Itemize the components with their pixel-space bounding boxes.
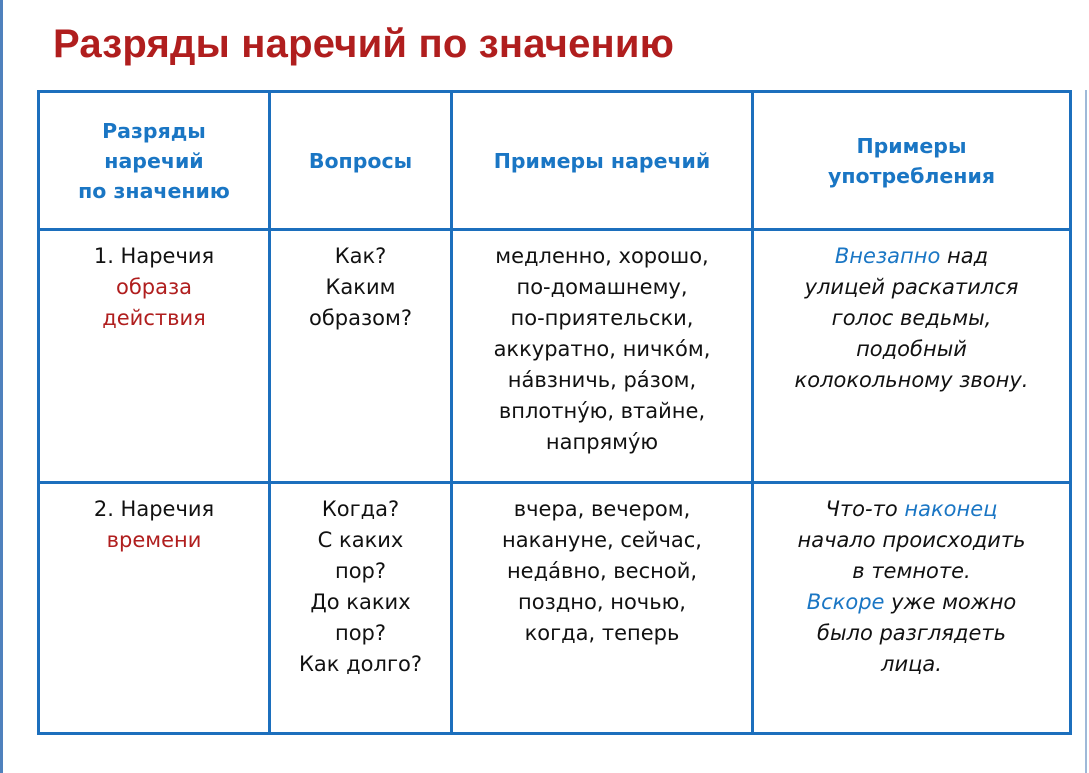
category-cell: 1. Наречия образа действия [39, 230, 270, 483]
category-cell: 2. Наречия времени [39, 483, 270, 734]
header-examples: Примеры наречий [452, 92, 753, 230]
header-usage: Примеры употребления [753, 92, 1071, 230]
header-row [39, 92, 1071, 230]
usage-cell: Внезапно над улицей раскатился голос ведьмы, подобный колокольному звону. [753, 230, 1071, 483]
questions-cell: Как? Каким образом? [270, 230, 452, 483]
page-title: Разряды наречий по значению [53, 22, 675, 66]
examples-cell: медленно, хорошо, по-домашнему, по-приятельски, аккуратно, ничко́м, на́взничь, ра́зом, вплотну́ю, втайне, напряму́ю [452, 230, 753, 483]
table-row [39, 230, 1071, 483]
adverbs-table [37, 90, 1072, 735]
left-edge-rule [0, 0, 3, 773]
header-categories: Разряды наречий по значению [39, 92, 270, 230]
usage-cell: Что-то наконец начало происходить в темноте. Вскоре уже можно было разглядеть лица. [753, 483, 1071, 734]
questions-cell: Когда? С каких пор? До каких пор? Как долго? [270, 483, 452, 734]
right-edge-rule [1085, 90, 1087, 773]
header-questions: Вопросы [270, 92, 452, 230]
examples-cell: вчера, вечером, накануне, сейчас, неда́вно, весной, поздно, ночью, когда, теперь [452, 483, 753, 734]
table-row [39, 483, 1071, 734]
